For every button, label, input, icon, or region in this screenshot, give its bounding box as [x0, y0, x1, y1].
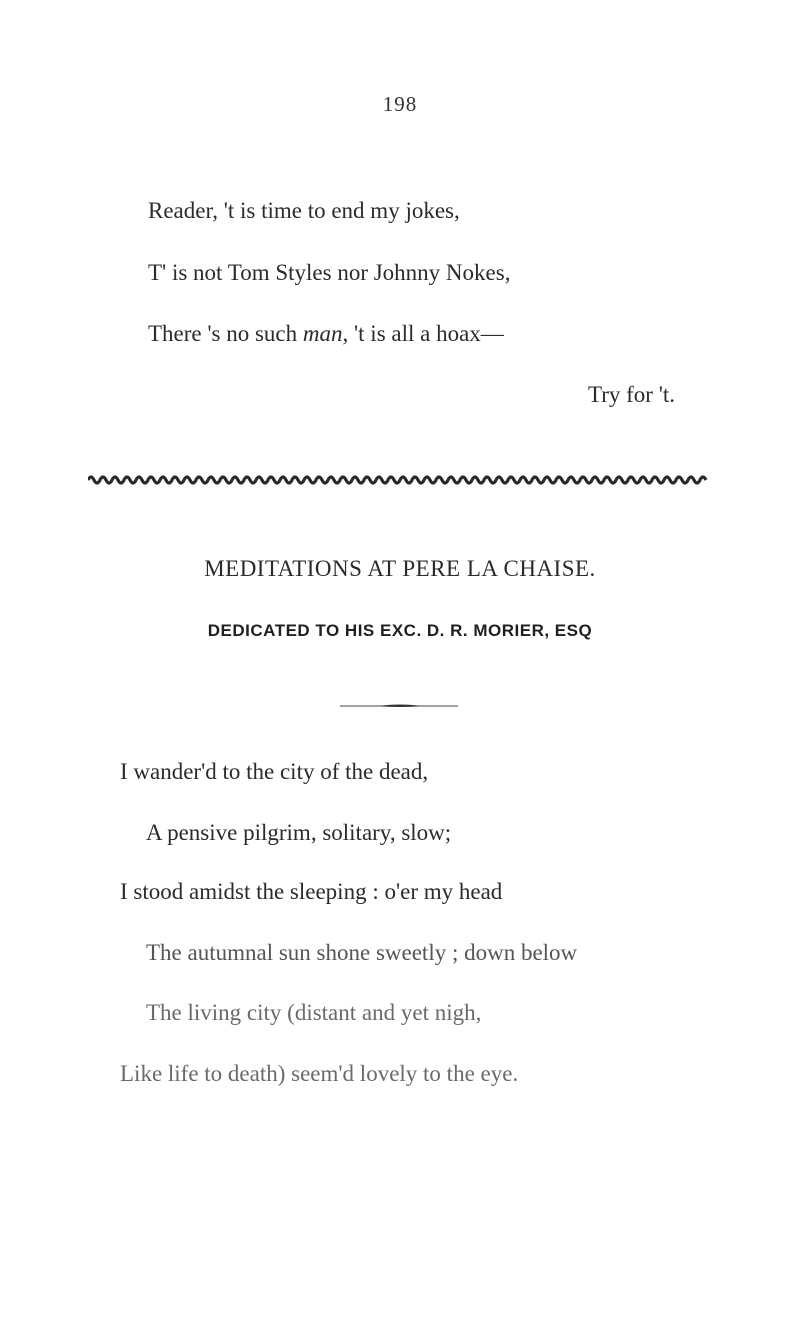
dedication: DEDICATED TO HIS EXC. D. R. MORIER, ESQ — [207, 621, 593, 640]
verse-line: Like life to death) seem'd lovely to the eye. — [120, 1061, 519, 1086]
page-number: 198 — [382, 92, 418, 116]
verse-line: T' is not Tom Styles nor Johnny Nokes, — [148, 260, 511, 285]
verse-line: I stood amidst the sleeping : o'er my head — [120, 879, 503, 904]
verse-text: , 't is all a hoax— — [342, 321, 504, 346]
verse-line: A pensive pilgrim, solitary, slow; — [146, 820, 452, 845]
verse-line-indented: Try for 't. — [588, 382, 676, 407]
verse-line: I wander'd to the city of the dead, — [120, 759, 429, 784]
verse-line: The autumnal sun shone sweetly ; down below — [146, 940, 578, 965]
short-rule — [340, 703, 458, 708]
ornamental-divider — [88, 472, 710, 486]
verse-line: Reader, 't is time to end my jokes, — [148, 198, 460, 223]
italic-word: man — [302, 321, 343, 346]
verse-line — [148, 321, 504, 347]
verse-line: The living city (distant and yet nigh, — [146, 1000, 482, 1025]
section-title: MEDITATIONS AT PERE LA CHAISE. — [204, 556, 596, 581]
verse-text: There 's no such — [148, 321, 303, 346]
